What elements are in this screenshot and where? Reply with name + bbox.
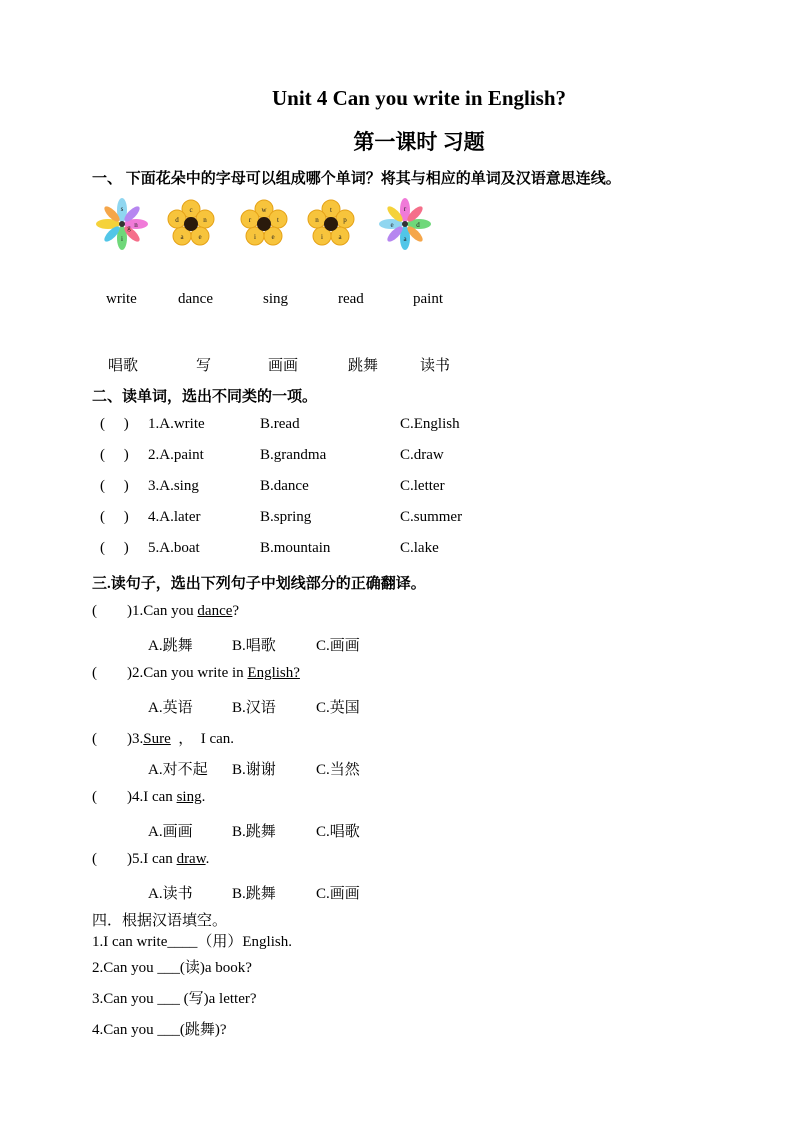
- page-title: Unit 4 Can you write in English?: [271, 86, 567, 110]
- word-item: paint: [413, 291, 443, 307]
- answer-bracket[interactable]: (: [92, 789, 127, 805]
- option-c: C.English: [400, 416, 460, 432]
- svg-text:a: a: [403, 235, 407, 243]
- answer-bracket[interactable]: ( ): [100, 478, 129, 494]
- flower-yellow-icon: [238, 198, 290, 250]
- svg-text:d: d: [175, 216, 179, 224]
- underlined-word: sing: [176, 789, 202, 805]
- section4-heading: 四．根据汉语填空。: [92, 913, 228, 929]
- option-c: C.lake: [400, 540, 439, 556]
- option-b: B.dance: [260, 478, 309, 494]
- option-a: A.英语: [148, 700, 193, 716]
- fill-blank-item: 2.Can you ___(读)a book?: [92, 960, 252, 976]
- svg-text:r: r: [403, 205, 407, 213]
- option-b: B.谢谢: [232, 762, 276, 778]
- meaning-item: 写: [196, 358, 212, 374]
- svg-text:c: c: [189, 206, 193, 214]
- option-c: C.letter: [400, 478, 445, 494]
- answer-bracket[interactable]: ( ): [100, 540, 129, 556]
- answer-bracket[interactable]: ( ): [100, 447, 129, 463]
- lesson-subtitle: 第一课时 习题: [353, 130, 485, 154]
- svg-text:s: s: [120, 205, 124, 213]
- svg-text:i: i: [321, 233, 323, 241]
- option-a: A.读书: [148, 886, 193, 902]
- answer-bracket[interactable]: (: [92, 603, 127, 619]
- svg-text:e: e: [390, 221, 394, 229]
- option-b: B.跳舞: [232, 886, 276, 902]
- svg-text:t: t: [277, 216, 279, 224]
- section2-heading: 二、读单词，选出不同类的一项。: [92, 389, 318, 405]
- flower-yellow-icon: [305, 198, 357, 250]
- meaning-item: 画画: [268, 358, 299, 374]
- underlined-word: English?: [247, 665, 300, 681]
- svg-text:a: a: [180, 233, 184, 241]
- svg-text:n: n: [203, 216, 207, 224]
- sentence-question: ( )5.I can draw.: [92, 851, 210, 867]
- sentence-question: ( )3.Sure ， I can.: [92, 731, 235, 747]
- svg-text:t: t: [330, 206, 332, 214]
- fill-blank-item: 4.Can you ___(跳舞)?: [92, 1022, 227, 1038]
- option-b: B.汉语: [232, 700, 276, 716]
- option-c: C.英国: [316, 700, 360, 716]
- svg-text:r: r: [248, 216, 252, 224]
- svg-text:i: i: [254, 233, 256, 241]
- fill-blank-item: 3.Can you ___ (写)a letter?: [92, 991, 257, 1007]
- meaning-item: 读书: [420, 358, 451, 374]
- answer-bracket[interactable]: (: [92, 665, 127, 681]
- underlined-word: dance: [197, 603, 233, 619]
- option-a: A.跳舞: [148, 638, 193, 654]
- sentence-question: ( )2.Can you write in English?: [92, 665, 300, 681]
- fill-blank-item: 1.I can write____（用）English.: [92, 934, 292, 950]
- option-a: A.对不起: [148, 762, 208, 778]
- option-b: B.跳舞: [232, 824, 276, 840]
- word-item: write: [106, 291, 137, 307]
- option-c: C.draw: [400, 447, 444, 463]
- option-b: B.spring: [260, 509, 312, 525]
- meaning-item: 唱歌: [108, 358, 139, 374]
- option-c: C.唱歌: [316, 824, 360, 840]
- svg-text:a: a: [338, 233, 342, 241]
- answer-bracket[interactable]: ( ): [100, 509, 129, 525]
- flower-yellow-icon: [165, 198, 217, 250]
- answer-bracket[interactable]: ( ): [100, 416, 129, 432]
- svg-text:d: d: [416, 221, 420, 229]
- svg-text:i: i: [121, 235, 123, 243]
- option-a: A.画画: [148, 824, 193, 840]
- answer-bracket[interactable]: (: [92, 731, 127, 747]
- option-b: B.read: [260, 416, 300, 432]
- svg-text:n: n: [315, 216, 319, 224]
- sentence-question: ( )1.Can you dance?: [92, 603, 240, 619]
- svg-text:n: n: [134, 221, 138, 229]
- section1-heading: 一、 下面花朵中的字母可以组成哪个单词？将其与相应的单词及汉语意思连线。: [92, 171, 621, 187]
- svg-text:w: w: [261, 206, 267, 214]
- option-a: 2.A.paint: [148, 447, 204, 463]
- flower-rainbow-icon: [96, 198, 148, 250]
- option-a: 4.A.later: [148, 509, 201, 525]
- svg-text:e: e: [271, 233, 275, 241]
- word-item: read: [338, 291, 364, 307]
- flower-rainbow-icon: [379, 198, 431, 250]
- option-a: 5.A.boat: [148, 540, 200, 556]
- option-b: B.mountain: [260, 540, 331, 556]
- option-b: B.唱歌: [232, 638, 276, 654]
- section3-heading: 三.读句子，选出下列句子中划线部分的正确翻译。: [92, 576, 426, 592]
- answer-bracket[interactable]: (: [92, 851, 127, 867]
- option-b: B.grandma: [260, 447, 327, 463]
- option-c: C.当然: [316, 762, 360, 778]
- option-a: 1.A.write: [148, 416, 205, 432]
- word-item: sing: [263, 291, 289, 307]
- underlined-word: draw: [176, 851, 206, 867]
- underlined-word: Sure: [143, 731, 171, 747]
- svg-text:g: g: [127, 224, 131, 232]
- option-c: C.画画: [316, 638, 360, 654]
- sentence-question: ( )4.I can sing.: [92, 789, 206, 805]
- option-c: C.画画: [316, 886, 360, 902]
- option-c: C.summer: [400, 509, 463, 525]
- svg-text:p: p: [343, 216, 347, 224]
- word-item: dance: [178, 291, 213, 307]
- meaning-item: 跳舞: [348, 358, 379, 374]
- option-a: 3.A.sing: [148, 478, 199, 494]
- svg-text:e: e: [198, 233, 202, 241]
